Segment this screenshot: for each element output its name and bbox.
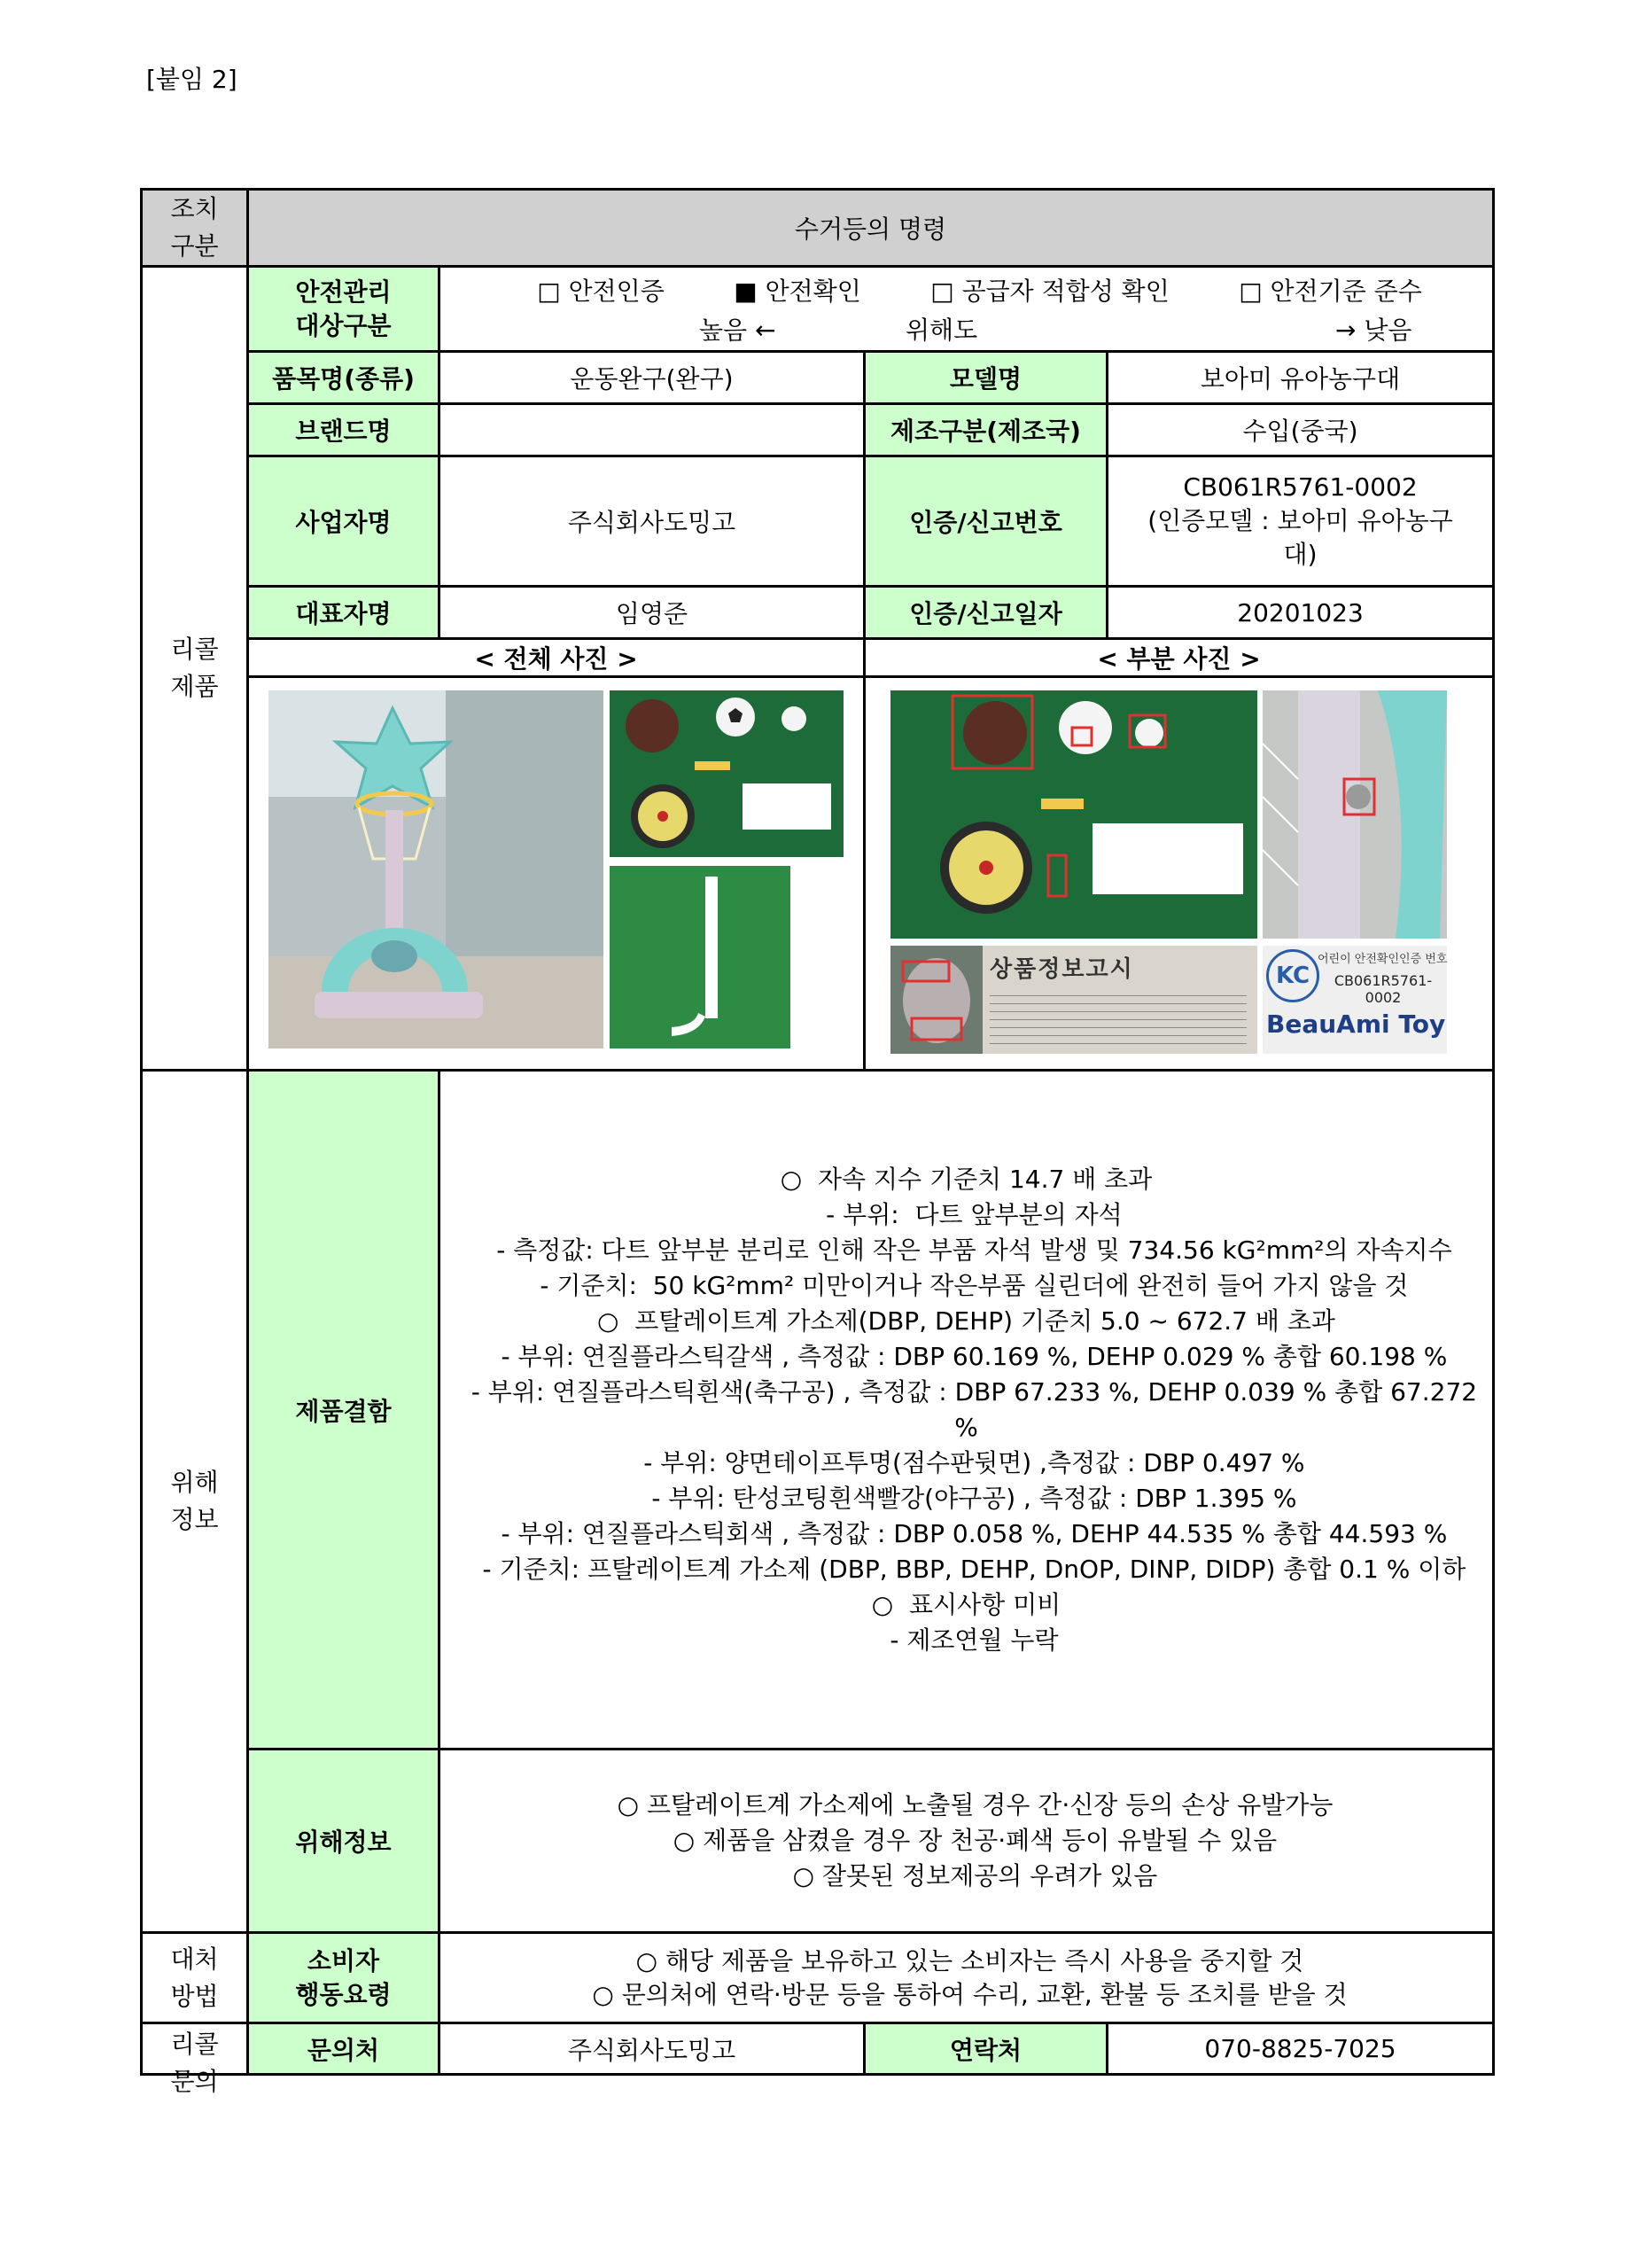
risk-line: ○ 잘못된 정보제공의 우려가 있음 — [792, 1861, 1158, 1890]
ceo-name-value: 임영준 — [439, 587, 865, 639]
cert-number-value: CB061R5761-0002 (인증모델 : 보아미 유아농구 대) — [1108, 456, 1494, 587]
model-name-label: 모델명 — [865, 352, 1108, 404]
contact-section-label: 리콜 문의 — [170, 2029, 219, 2096]
inquiry-label: 문의처 — [248, 2023, 439, 2075]
tag-photo — [890, 946, 983, 1054]
cert-mark-code: CB061R5761-0002 — [1334, 971, 1433, 1006]
kc-mark-icon: KC — [1266, 949, 1319, 1002]
defect-line: - 측정값: 다트 앞부분 분리로 인해 작은 부품 자석 발생 및 734.56 kG²mm²의 자속지수 — [480, 1235, 1452, 1265]
consumer-action-details — [439, 1933, 1494, 2023]
cert-date-value: 20201023 — [1108, 587, 1494, 639]
response-section-label: 대처 방법 — [142, 1933, 248, 2023]
cert-number-label: 인증/신고번호 — [865, 456, 1108, 587]
consumer-action-line: ○ 해당 제품을 보유하고 있는 소비자는 즉시 사용을 중지할 것 — [635, 1945, 1304, 1976]
defect-line: - 부위: 연질플라스틱회색 , 측정값 : DBP 0.058 %, DEHP 44.535 % 총합 44.593 % — [485, 1518, 1448, 1548]
defect-line: - 기준치: 50 kG²mm² 미만이거나 작은부품 실린더에 완전히 들어 가지 않을 것 — [524, 1270, 1409, 1300]
risk-line: ○ 제품을 삼켰을 경우 장 천공·폐색 등이 유발될 수 있음 — [673, 1826, 1278, 1855]
safety-category-label: 안전관리 대상구분 — [248, 267, 439, 352]
brand-logo: BeauAmi Toy — [1266, 1009, 1446, 1039]
golf-club-photo — [610, 866, 790, 1048]
defect-label: 제품결함 — [248, 1071, 439, 1750]
option-supplier-conformity: □ 공급자 적합성 확인 — [930, 276, 1170, 306]
defect-line: ○ 프탈레이트계 가소제(DBP, DEHP) 기준치 5.0 ~ 672.7 배 초과 — [597, 1305, 1335, 1336]
brand-name-value — [439, 404, 865, 456]
action-section-label: 조치 구분 — [142, 190, 248, 267]
product-label-photo — [890, 946, 1257, 1054]
hazard-section-label: 위해 정보 — [142, 1071, 248, 1933]
consumer-action-label: 소비자 행동요령 — [248, 1933, 439, 2023]
item-name-value: 운동완구(완구) — [439, 352, 865, 404]
action-title: 수거등의 명령 — [248, 190, 1494, 267]
defect-line: - 제조연월 누락 — [874, 1625, 1059, 1655]
defect-line: - 부위: 양면테이프투명(점수판뒷면) ,측정값 : DBP 0.497 % — [627, 1447, 1305, 1477]
accessories-detail-photo — [890, 690, 1257, 939]
brand-name-label: 브랜드명 — [248, 404, 439, 456]
defect-line: - 부위: 탄성코팅흰색빨강(야구공) , 측정값 : DBP 1.395 % — [635, 1483, 1297, 1513]
contact-section-label-cell — [142, 2023, 248, 2096]
business-name-label: 사업자명 — [248, 456, 439, 587]
phone-value: 070-8825-7025 — [1108, 2023, 1494, 2075]
risk-scale-label: 위해도 — [906, 315, 978, 345]
risk-scale-low: → 낮음 — [1335, 315, 1412, 345]
origin-label: 제조구분(제조국) — [865, 404, 1108, 456]
part-photo-cell — [865, 677, 1494, 1071]
defect-line: - 부위: 다트 앞부분의 자석 — [810, 1199, 1123, 1229]
item-name-label: 품목명(종류) — [248, 352, 439, 404]
phone-label: 연락처 — [865, 2023, 1108, 2075]
recall-product-section-label: 리콜 제품 — [142, 267, 248, 1071]
full-photo-cell — [248, 677, 865, 1071]
cert-mark-photo — [1263, 946, 1447, 1054]
option-safety-cert: □ 안전인증 — [537, 276, 665, 306]
option-safety-confirm: ■ 안전확인 — [734, 276, 861, 306]
safety-category-options — [439, 267, 1494, 352]
full-photo-label: < 전체 사진 > — [248, 639, 865, 677]
defect-line: ○ 표시사항 미비 — [871, 1589, 1061, 1619]
defect-line: - 부위: 연질플라스틱갈색 , 측정값 : DBP 60.169 %, DEHP 0.029 % 총합 60.198 % — [485, 1341, 1448, 1371]
recall-table — [140, 188, 1495, 2096]
part-photo-label: < 부분 사진 > — [865, 639, 1494, 677]
cert-date-label: 인증/신고일자 — [865, 587, 1108, 639]
risk-info-details — [439, 1750, 1494, 1933]
attachment-label: [붙임 2] — [146, 65, 237, 94]
product-notice-text-lines — [990, 988, 1247, 1047]
product-notice-title: 상품정보고시 — [990, 955, 1134, 983]
consumer-action-line: ○ 문의처에 연락·방문 등을 통하여 수리, 교환, 환불 등 조치를 받을 것 — [592, 1979, 1348, 2009]
defect-line: - 부위: 연질플라스틱흰색(축구공) , 측정값 : DBP 67.233 %, DEHP 0.039 % 총합 67.272 % — [455, 1376, 1485, 1442]
accessories-photo — [610, 690, 844, 857]
option-safety-standard: □ 안전기준 준수 — [1239, 276, 1422, 306]
defect-line: - 기준치: 프탈레이트계 가소제 (DBP, BBP, DEHP, DnOP, DINP, DIDP) 총합 0.1 % 이하 — [466, 1554, 1466, 1584]
stand-detail-photo — [1263, 690, 1447, 939]
risk-scale-high: 높음 ← — [699, 315, 776, 345]
inquiry-value: 주식회사도밍고 — [439, 2023, 865, 2075]
cert-mark-text: 어린이 안전확인인증 번호 — [1318, 952, 1448, 966]
ceo-name-label: 대표자명 — [248, 587, 439, 639]
risk-info-label: 위해정보 — [248, 1750, 439, 1933]
defect-line: ○ 자속 지수 기준치 14.7 배 초과 — [780, 1164, 1153, 1194]
origin-value: 수입(중국) — [1108, 404, 1494, 456]
defect-details — [439, 1071, 1494, 1750]
business-name-value: 주식회사도밍고 — [439, 456, 865, 587]
model-name-value: 보아미 유아농구대 — [1108, 352, 1494, 404]
basketball-stand-photo — [268, 690, 603, 1048]
risk-line: ○ 프탈레이트계 가소제에 노출될 경우 간·신장 등의 손상 유발가능 — [617, 1790, 1334, 1820]
